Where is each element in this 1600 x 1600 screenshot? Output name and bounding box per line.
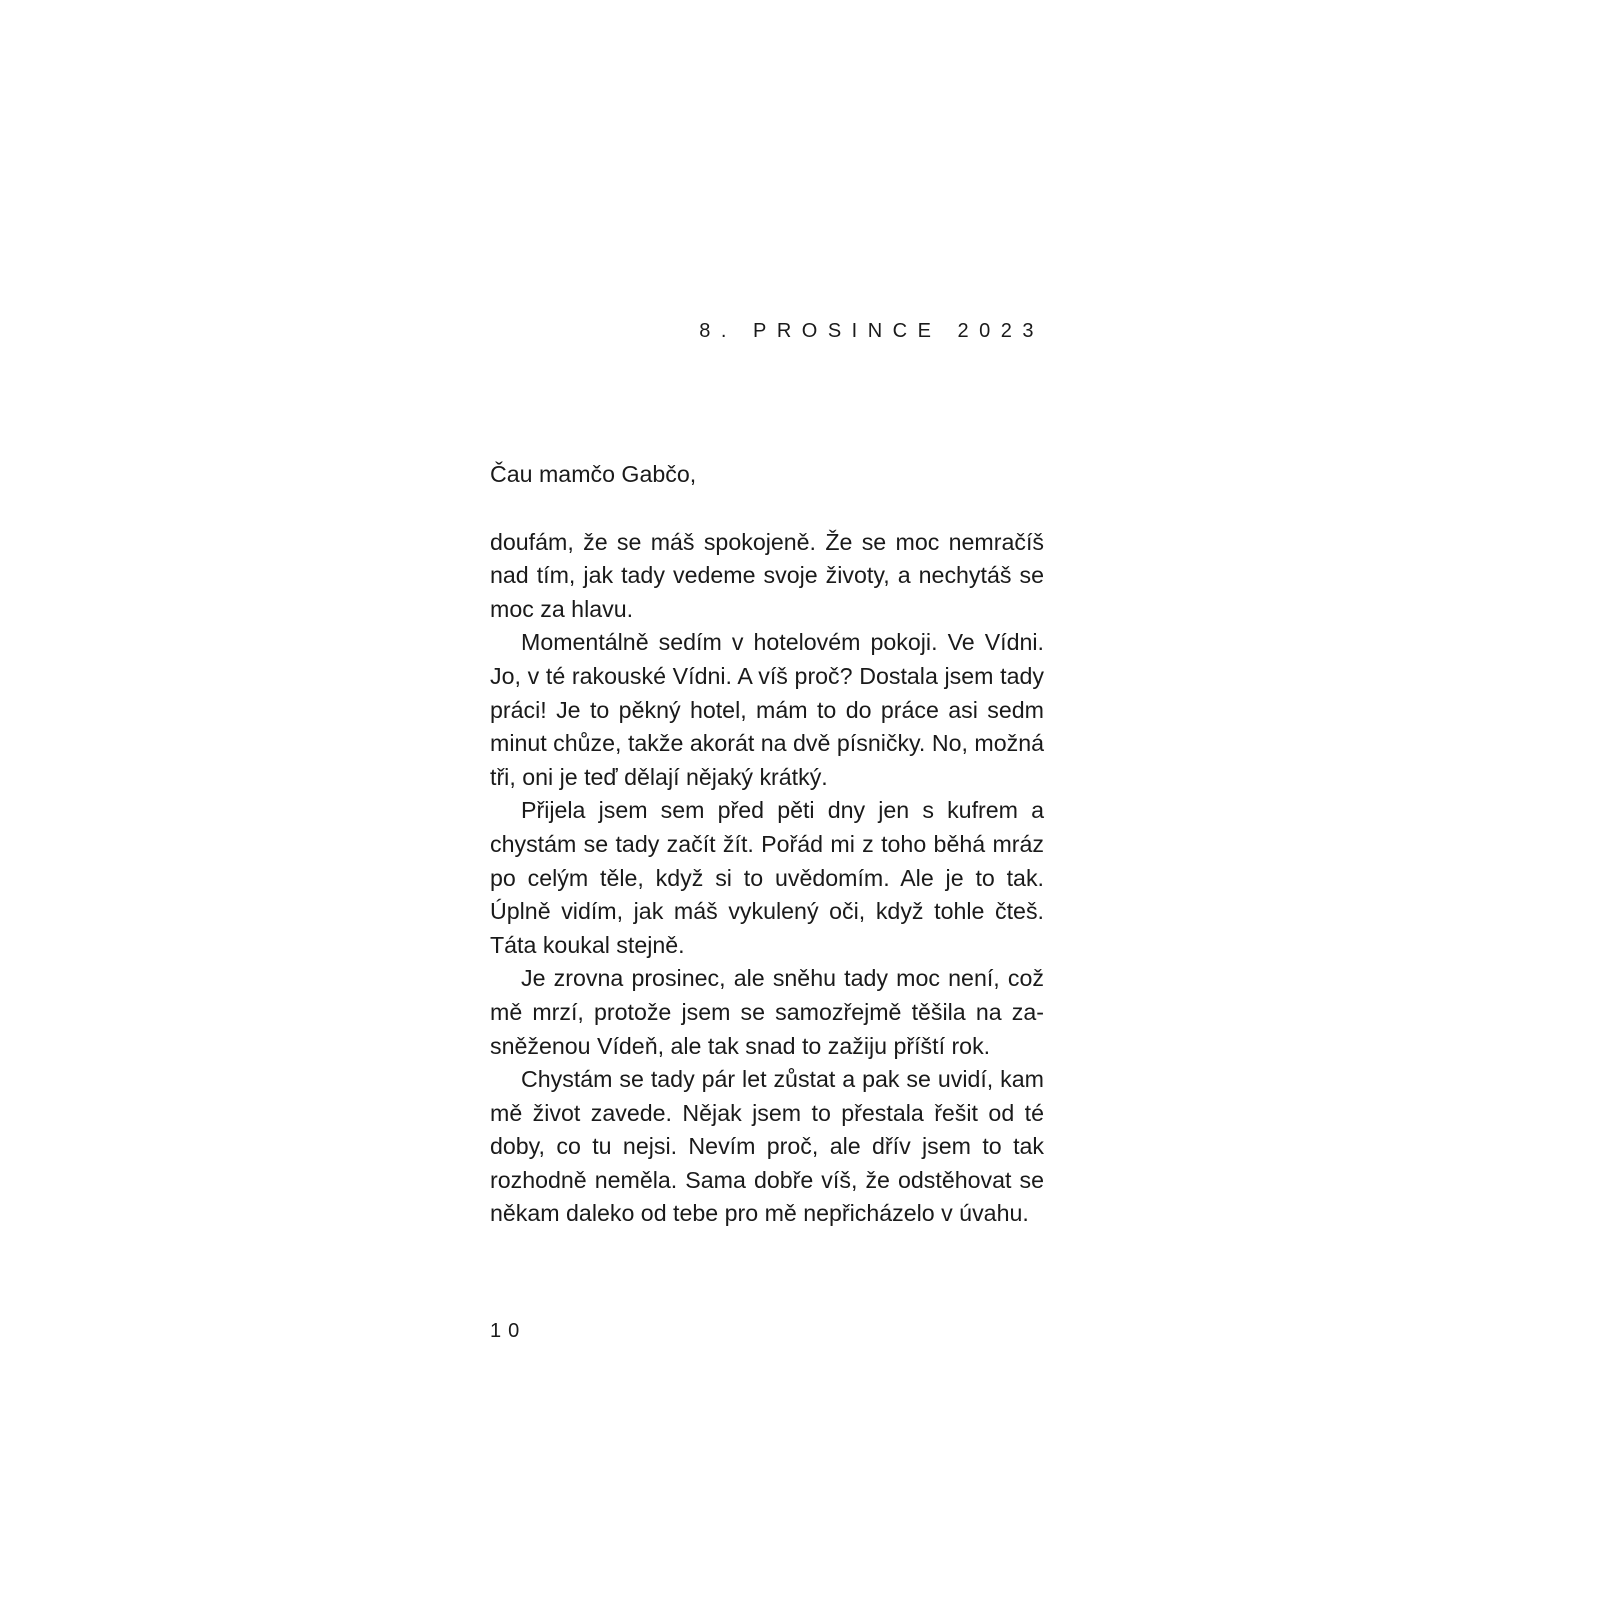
chapter-date-heading: 8. PROSINCE 2023: [699, 320, 1044, 342]
letter-paragraph-1: doufám, že se máš spokojeně. Že se moc nemračíš nad tím, jak tady vedeme svoje životy, a nechytáš se moc za hlavu.: [490, 528, 1044, 622]
letter-paragraph-3: Přijela jsem sem před pěti dny jen s kufrem a chystám se tady začít žít. Pořád mi z toho běhá mráz po celým těle, když si to uvědomím. Ale je to tak. Úplně vidím, jak máš vykulený oči, když tohle čteš. Táta koukal stejně.: [490, 797, 1044, 958]
letter-salutation: Čau mamčo Gabčo,: [490, 461, 697, 487]
letter-body: [490, 458, 1044, 1231]
letter-paragraph-2: Momentálně sedím v hotelovém pokoji. Ve Vídni. Jo, v té rakouské Vídni. A víš proč? Dostala jsem tady práci! Je to pěkný hotel, mám to do práce asi sedm minut chůze, takže akorát na dvě písničky. No, možná tři, oni je teď dělají nějaký krátký.: [490, 629, 1044, 790]
letter-paragraph-5: Chystám se tady pár let zůstat a pak se uvidí, kam mě život zavede. Nějak jsem to přestala řešit od té doby, co tu nejsi. Nevím proč, ale dřív jsem to tak rozhodně neměla. Sama dobře víš, že odstěhovat se někam daleko od tebe pro mě nepřicházelo v úvahu.: [490, 1066, 1044, 1227]
letter-paragraph-4: Je zrovna prosinec, ale sněhu tady moc není, což mě mrzí, protože jsem se samozřejmě těšila na zasněženou Vídeň, ale tak snad to zažiju příští rok.: [490, 965, 1044, 1059]
page-number: 10: [490, 1320, 527, 1342]
